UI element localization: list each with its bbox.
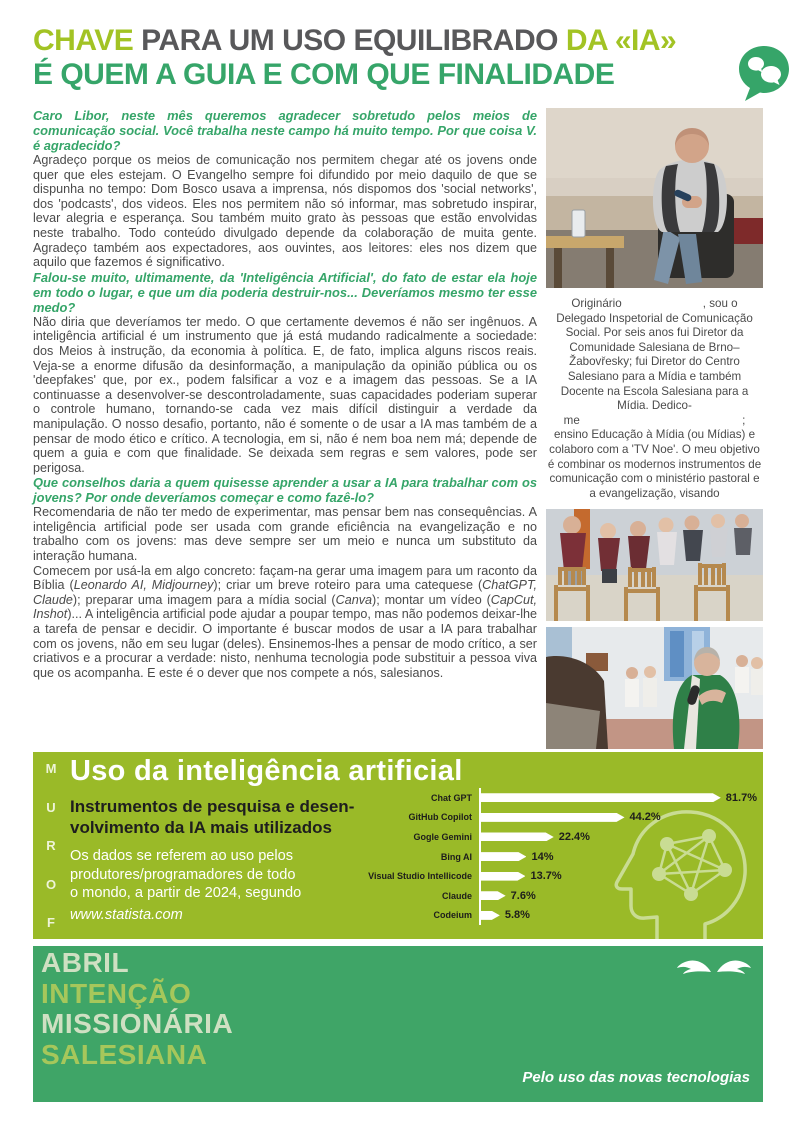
- page-title-line2: É QUEM A GUIA E COM QUE FINALIDADE: [33, 58, 615, 91]
- chart-bar: [481, 911, 500, 920]
- band-line-missionaria: MISSIONÁRIA: [41, 1008, 234, 1039]
- chart-row: [333, 788, 757, 808]
- page-header: [33, 24, 763, 92]
- chart-bar: [481, 793, 721, 802]
- title-gray-part: PARA UM USO EQUILIBRADO: [133, 24, 566, 57]
- chart-row: [333, 866, 757, 886]
- chart-row: [333, 827, 757, 847]
- chart-category-label: Visual Studio Intellicode: [368, 871, 472, 882]
- chart-value-label: 44.2%: [629, 811, 661, 824]
- chart-bar-area: [479, 847, 757, 867]
- chart-bar: [481, 813, 625, 822]
- interview-answer-2: Não diria que deveríamos ter medo. O que certamente devemos é não ser ingênuos. A inteligência artificial é um instrumento que já está mudando radicalmente a sociedade: dos Meios à instrução, da economia à política. E, de fato, implica alguns riscos reais. Veja-se a enorme difusão da desinformação, a manipulação da opinião pública ou os 'deepfakes' que, por ex., podem falsificar a voz e a imagem das pessoas. Se a IA continuasse a desenvolver-se descontroladamente, suas capacidades poderiam superar o controle humano, tornando-se cada vez mais difícil distinguir a verdade da manipulação. O nosso desafio, portanto, não é somente o de usar a IA mas também de a pensar de modo ético e crítico. A tecnologia, em si, não é nem boa nem má; depende de quem a guia e com que finalidade. Se deixada sem regras e sem valores, pode ser perigosa.: [33, 314, 537, 475]
- chart-bar-area: [479, 886, 757, 906]
- chart-value-label: 81.7%: [725, 791, 757, 804]
- hands-icon: [677, 954, 751, 984]
- chart-note: Os dados se referem ao uso pelos produtores/programadores de todo o mondo, a partir de 2024, segundo: [70, 848, 302, 902]
- chart-value-label: 14%: [531, 850, 554, 863]
- chart-source-link[interactable]: www.statista.com: [70, 907, 183, 923]
- mission-intention-title: [41, 948, 233, 1070]
- interview-question-2: Falou-se muito, ultimamente, da 'Inteligência Artificial', do fato de estar ela hoje em todo o lugar, e que um dia poderia destruir-nos... Deveríamos mesmo ter esse medo?: [33, 269, 537, 315]
- page-title-line1: [33, 24, 763, 58]
- title-highlight-ia: DA «IA»: [565, 24, 677, 57]
- chart-category-label: Gogle Gemini: [413, 831, 472, 842]
- band-line-salesiana: SALESIANA: [41, 1038, 208, 1070]
- chart-bar-area: [479, 808, 757, 828]
- chart-category-label: Bing AI: [440, 851, 472, 862]
- chart-category-label: Chat GPT: [430, 792, 472, 803]
- interview-question-3: Que conselhos daria a quem quisesse aprender a usar a IA para trabalhar com os jovens? Por onde deveríamos começar e como fazê-lo?: [33, 475, 537, 506]
- chart-bar: [481, 891, 506, 900]
- interview-answer-3-paragraph-1: Recomendaria de não ter medo de experimentar, mas pensar bem nas consequências. A inteligência artificial pode ser usada com grande eficiência na evangelização e no trabalho com os jovens: mas deve sempre ser um meio e nunca um substituto da interação humana.: [33, 505, 537, 564]
- mission-intention-band: [33, 946, 763, 1102]
- chart-row: [333, 886, 757, 906]
- chart-row: [333, 847, 757, 867]
- photo-interview-man: [546, 108, 763, 288]
- photo-column: [546, 108, 763, 749]
- band-line-intencao: INTENÇÃO: [41, 977, 192, 1009]
- chart-bar: [481, 872, 525, 881]
- speech-bubbles-icon: [736, 44, 792, 102]
- chart-row: [333, 906, 757, 926]
- chart-bar-area: [479, 866, 757, 886]
- chart-value-label: 22.4%: [558, 830, 590, 843]
- forum-chart-section: [33, 752, 763, 939]
- chart-title: Uso da inteligência artificial: [70, 755, 463, 787]
- chart-bar-area: [479, 788, 757, 808]
- photo-priest-mass: [546, 627, 763, 749]
- chart-bar: [481, 852, 526, 861]
- chart-value-label: 7.6%: [510, 889, 536, 902]
- profile-caption: Originário , sou o Delegado Inspetorial de Comunicação Social. Por seis anos fui Diretor da Comunidade Salesiana de Brno–Žabovřesky; fui Diretor do Centro Salesiano para a Mídia e também Docente na Escola Salesiana para a Mídia. Dedico-me ; ensino Educação à Mídia (ou Mídias) e colaboro com a 'TV Noe'. O meu objetivo é combinar os modernos instrumentos de comunicação com o ministério pastoral e a evangelização, visando: [547, 297, 762, 500]
- band-tagline: Pelo uso das novas tecnologias: [522, 1069, 750, 1086]
- chart-category-label: GitHub Copilot: [408, 812, 472, 823]
- chart-category-label: Claude: [441, 890, 472, 901]
- band-line-abril: ABRIL: [41, 947, 130, 978]
- chart-value-label: 5.8%: [504, 909, 530, 922]
- interview-column: [33, 108, 537, 749]
- interview-answer-3-paragraph-2: Comecem por usá-la em algo concreto: façam-na gerar uma imagem para um raconto da Bíblia (Leonardo AI, Midjourney); criar um breve roteiro para uma catequese (ChatGPT, Claude); preparar uma imagem para a mídia social (Canva); montar um vídeo (CapCut, Inshot)... A inteligência artificial pode ajudar a poupar tempo, mas não podemos deixar-lhe a tarefa de pensar e decidir. O importante é buscar modos de usar a IA para trabalhar com os jovens, não em seu lugar (deles). Ensinemos-lhes a pensar de modo crítico, a ser criativos e a procurar a verdade: nisto, nenhuma tecnologia pode substituir a pessoa viva que os acompanha. E este é o dever que nos compete a nós, salesianos.: [33, 563, 537, 680]
- forum-vertical-label: F O R U M: [45, 761, 57, 930]
- chart-subtitle: Instrumentos de pesquisa e desen- volvimento da IA mais utilizados: [70, 797, 355, 837]
- main-content: [33, 108, 763, 749]
- chart-category-label: Codeium: [433, 910, 472, 921]
- interview-question-1: Caro Libor, neste mês queremos agradecer sobretudo pelos meios de comunicação social. Você trabalha neste campo há muito tempo. Por que coisa V. é agradecido?: [33, 108, 537, 153]
- chart-row: [333, 808, 757, 828]
- chart-bar: [481, 832, 554, 841]
- photo-youth-group: [546, 509, 763, 621]
- interview-answer-1: Agradeço porque os meios de comunicação nos permitem chegar até os jovens onde quer que eles estejam. O Evangelho sempre foi difundido por meio daquilo de que se dispunha no tempo: Dom Bosco usava a imprensa, nós dispomos dos 'social networks', dos 'podcasts', dos videos. Eles nos permitem não só informar, mas sobretudo inspirar, levar alegria e esperança. Sou também muito grato às pessoas que estão envolvidas neste trabalho. Todo conteúdo divulgado depende da colaboração de muita gente. Agradeço também aos expectadores, aos ouvintes, aos leitores: eles nos dizem que aquilo que fazemos é significativo.: [33, 153, 537, 270]
- chart-bar-area: [479, 906, 757, 926]
- ai-tools-bar-chart-rows: [333, 788, 757, 925]
- chart-value-label: 13.7%: [530, 870, 562, 883]
- title-highlight-chave: CHAVE: [33, 24, 134, 57]
- chart-bar-area: [479, 827, 757, 847]
